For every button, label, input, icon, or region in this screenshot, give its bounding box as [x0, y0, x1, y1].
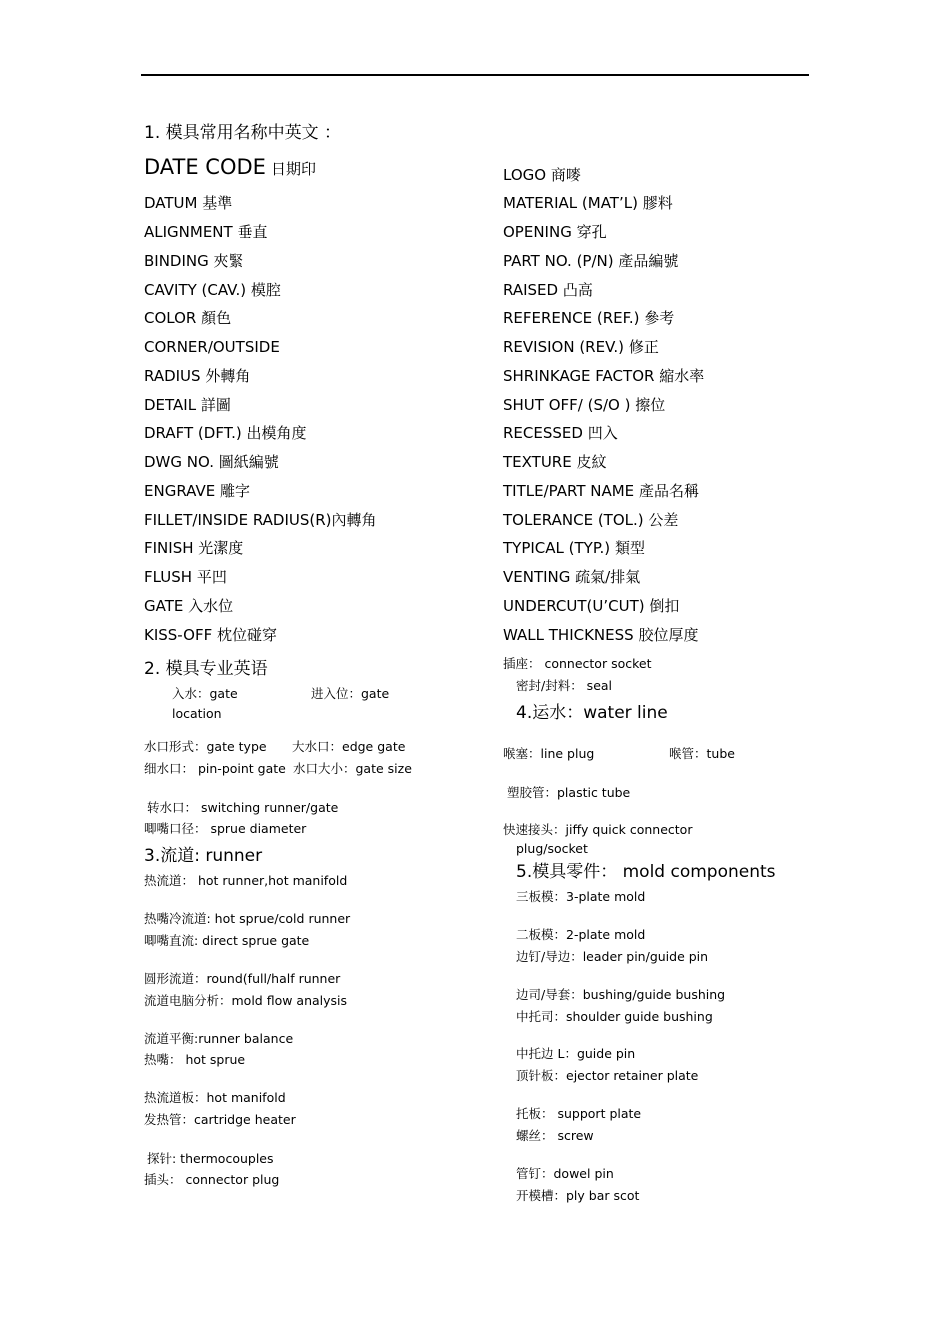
list-item: 托板： support plate	[516, 1106, 642, 1121]
term-row	[144, 538, 243, 558]
term-en: TEXTURE	[503, 453, 572, 471]
term-en: DATE CODE	[144, 155, 266, 179]
list-item: 热嘴冷流道: hot sprue/cold runner	[144, 911, 351, 926]
term-zh: 倒扣	[649, 597, 680, 615]
list-item: 开模槽：ply bar scot	[516, 1188, 640, 1203]
term-row	[503, 193, 673, 213]
term-row	[144, 395, 231, 415]
term-row	[144, 452, 279, 472]
term-jiffy: 快速接头：jiffy quick connector	[503, 822, 693, 837]
term-zh: 日期印	[271, 160, 317, 178]
term-en: VENTING	[503, 568, 571, 586]
term-row	[503, 222, 607, 242]
term-edge-gate: 大水口：edge gate	[292, 739, 406, 754]
list-item: 二板模：2-plate mold	[516, 927, 646, 942]
term-zh: 胶位厚度	[638, 626, 699, 644]
list-item: 顶针板：ejector retainer plate	[516, 1068, 699, 1083]
term-zh: 凹入	[587, 424, 618, 442]
term-en: FINISH	[144, 539, 194, 557]
list-item: 管钉：dowel pin	[516, 1166, 614, 1181]
section5-heading: 5.模具零件： mold components	[516, 862, 776, 882]
term-plastic-tube: 塑胶管：plastic tube	[507, 785, 631, 800]
term-seal: 密封/封料： seal	[516, 678, 613, 693]
term-switching: 转水口： switching runner/gate	[147, 800, 339, 815]
term-row	[144, 193, 232, 213]
list-item: 边司/导套：bushing/guide bushing	[516, 987, 726, 1002]
term-zh: 詳圖	[200, 396, 231, 414]
term-en: MATERIAL (MAT’L)	[503, 194, 638, 212]
term-sprue-dia: 唧嘴口径： sprue diameter	[144, 821, 307, 836]
term-row	[144, 337, 280, 357]
term-zh: 基準	[202, 194, 233, 212]
term-en: WALL THICKNESS	[503, 626, 634, 644]
term-plug-socket: plug/socket	[516, 841, 588, 856]
term-row	[503, 280, 593, 300]
section2-heading: 2. 模具专业英语	[144, 659, 268, 679]
term-zh: 產品編號	[618, 252, 679, 270]
term-row	[503, 625, 698, 645]
term-zh: 平凹	[196, 568, 227, 586]
term-en: DWG NO.	[144, 453, 214, 471]
term-en: TOLERANCE (TOL.)	[503, 511, 644, 529]
term-zh: 公差	[648, 511, 679, 529]
term-en: DATUM	[144, 194, 198, 212]
list-item: 中托司：shoulder guide bushing	[516, 1009, 713, 1024]
list-item: 热嘴： hot sprue	[144, 1052, 246, 1067]
list-item: 唧嘴直流: direct sprue gate	[144, 933, 310, 948]
section3-heading: 3.流道: runner	[144, 846, 263, 866]
term-zh: 內轉角	[331, 511, 377, 529]
term-en: REFERENCE (REF.)	[503, 309, 640, 327]
term-line-plug: 喉塞：line plug	[503, 746, 595, 761]
term-zh: 膠料	[642, 194, 673, 212]
term-zh: 凸高	[562, 281, 593, 299]
term-location: location	[172, 706, 222, 721]
term-zh: 入水位	[188, 597, 234, 615]
term-zh: 垂直	[237, 223, 268, 241]
term-en: CORNER/OUTSIDE	[144, 338, 280, 356]
term-en: RADIUS	[144, 367, 201, 385]
term-en: LOGO	[503, 166, 547, 184]
term-row	[144, 423, 307, 443]
list-item: 热流道板：hot manifold	[144, 1090, 286, 1105]
term-gate-size: 水口大小：gate size	[293, 761, 412, 776]
term-en: CAVITY (CAV.)	[144, 281, 247, 299]
list-item: 流道平衡:runner balance	[144, 1031, 294, 1046]
term-row	[144, 625, 277, 645]
term-row	[144, 510, 377, 530]
term-en: RAISED	[503, 281, 559, 299]
term-zh: 雕字	[219, 482, 250, 500]
term-en: UNDERCUT(U’CUT)	[503, 597, 645, 615]
list-item: 边钉/导边：leader pin/guide pin	[516, 949, 709, 964]
term-en: DETAIL	[144, 396, 197, 414]
term-row	[503, 395, 665, 415]
section4-heading: 4.运水：water line	[516, 703, 668, 723]
term-row	[144, 308, 231, 328]
term-zh: 縮水率	[659, 367, 705, 385]
term-en: BINDING	[144, 252, 209, 270]
term-row	[144, 251, 244, 271]
term-row	[144, 567, 227, 587]
term-row	[503, 337, 659, 357]
term-row	[503, 481, 699, 501]
term-row	[144, 366, 250, 386]
term-zh: 商嘜	[550, 166, 581, 184]
term-en: SHUT OFF/ (S/O )	[503, 396, 631, 414]
list-item: 中托边 L：guide pin	[516, 1046, 636, 1061]
term-row	[144, 280, 281, 300]
term-en: DRAFT (DFT.)	[144, 424, 242, 442]
term-en: ALIGNMENT	[144, 223, 233, 241]
term-en: COLOR	[144, 309, 197, 327]
term-zh: 擦位	[635, 396, 666, 414]
term-zh: 顏色	[201, 309, 232, 327]
term-en: FILLET/INSIDE RADIUS(R)	[144, 511, 332, 529]
term-row	[503, 567, 640, 587]
term-zh: 修正	[628, 338, 659, 356]
term-zh: 穿孔	[576, 223, 607, 241]
term-tube: 喉管：tube	[669, 746, 735, 761]
term-en: REVISION (REV.)	[503, 338, 625, 356]
term-zh: 圖紙編號	[218, 453, 279, 471]
term-zh: 類型	[614, 539, 645, 557]
term-en: GATE	[144, 597, 184, 615]
term-row	[144, 222, 268, 242]
term-en: PART NO. (P/N)	[503, 252, 614, 270]
term-row	[144, 481, 250, 501]
term-socket: 插座： connector socket	[503, 656, 652, 671]
list-item: 三板模：3-plate mold	[516, 889, 646, 904]
term-zh: 疏氣/排氣	[575, 568, 641, 586]
list-item: 发热管：cartridge heater	[144, 1112, 296, 1127]
term-zh: 皮紋	[576, 453, 607, 471]
term-zh: 枕位碰穿	[216, 626, 277, 644]
term-row	[503, 165, 581, 185]
date-code-row	[144, 155, 316, 179]
term-en: SHRINKAGE FACTOR	[503, 367, 655, 385]
term-pin-point: 细水口： pin-point gate	[144, 761, 286, 776]
term-row	[503, 596, 679, 616]
term-entry: 进入位：gate	[311, 686, 390, 701]
term-en: FLUSH	[144, 568, 193, 586]
list-item: 探针: thermocouples	[147, 1151, 274, 1166]
term-gate-type: 水口形式：gate type	[144, 739, 267, 754]
term-zh: 模腔	[250, 281, 281, 299]
section1-heading: 1. 模具常用名称中英文 ：	[144, 123, 342, 143]
term-row	[144, 596, 233, 616]
term-zh: 外轉角	[205, 367, 251, 385]
term-zh: 參考	[644, 309, 675, 327]
list-item: 流道电脑分析：mold flow analysis	[144, 993, 348, 1008]
header-rule	[141, 74, 809, 76]
term-zh: 夾緊	[213, 252, 244, 270]
term-row	[503, 423, 618, 443]
term-zh: 產品名稱	[638, 482, 699, 500]
term-row	[503, 366, 704, 386]
list-item: 圆形流道：round(full/half runner	[144, 971, 341, 986]
term-row	[503, 452, 607, 472]
term-en: TYPICAL (TYP.)	[503, 539, 611, 557]
term-en: OPENING	[503, 223, 572, 241]
term-gate: 入水：gate	[172, 686, 238, 701]
term-en: ENGRAVE	[144, 482, 216, 500]
term-zh: 出模角度	[246, 424, 307, 442]
term-zh: 光潔度	[198, 539, 244, 557]
term-en: KISS-OFF	[144, 626, 213, 644]
term-en: RECESSED	[503, 424, 583, 442]
list-item: 插头： connector plug	[144, 1172, 280, 1187]
term-row	[503, 308, 674, 328]
term-row	[503, 251, 678, 271]
list-item: 热流道： hot runner,hot manifold	[144, 873, 348, 888]
term-row	[503, 538, 645, 558]
term-row	[503, 510, 678, 530]
list-item: 螺丝： screw	[516, 1128, 594, 1143]
term-en: TITLE/PART NAME	[503, 482, 635, 500]
